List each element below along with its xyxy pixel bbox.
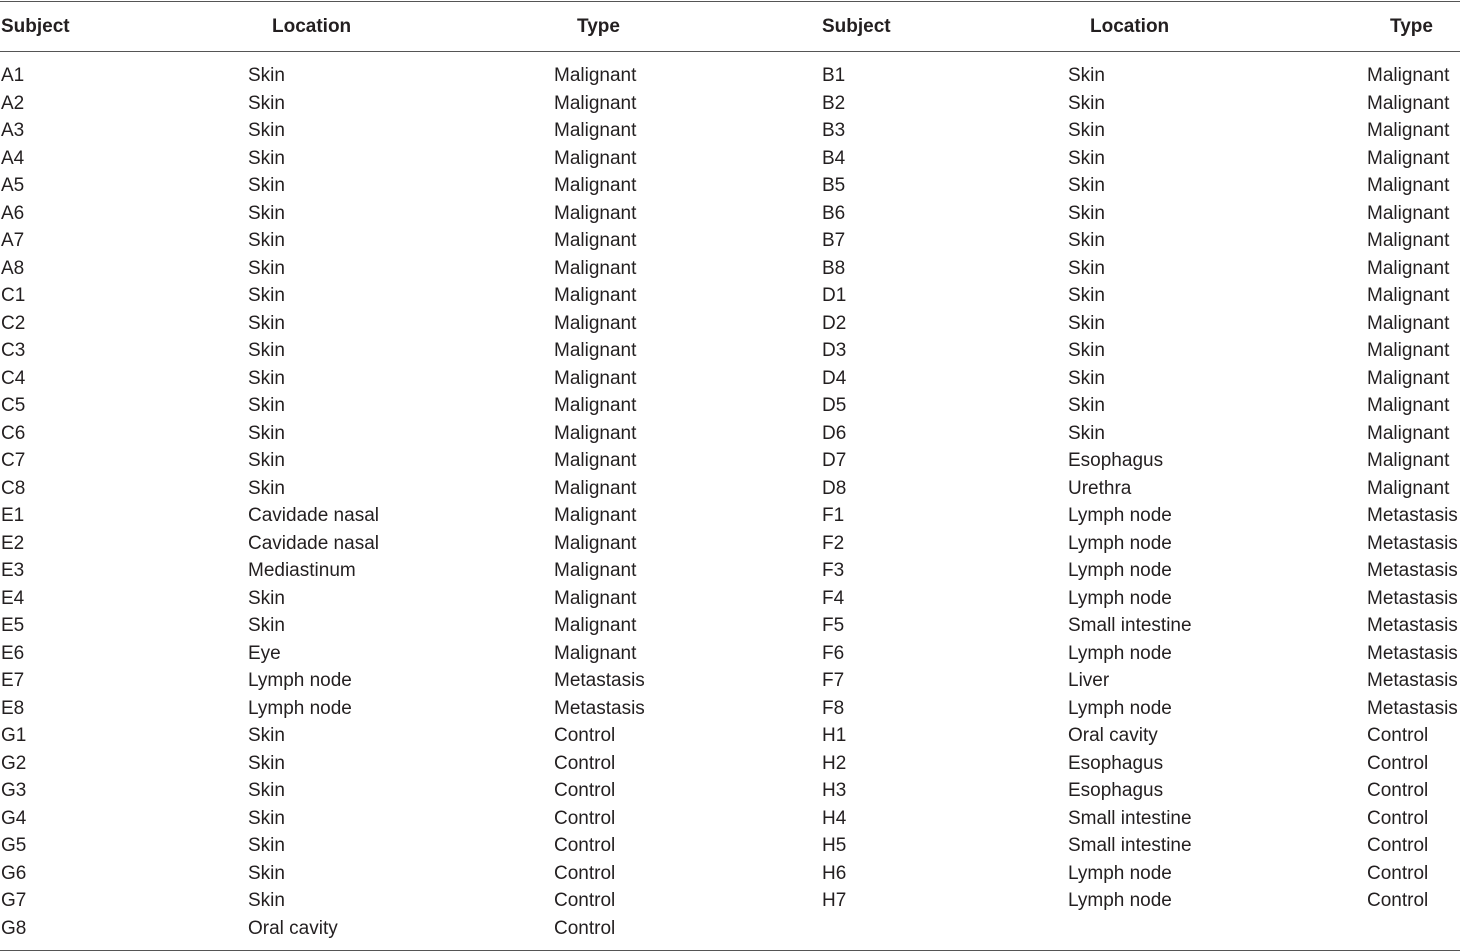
cell-type-right: Metastasis xyxy=(1367,560,1458,581)
cell-subject-left: C4 xyxy=(1,367,26,389)
cell-type-right: Control xyxy=(1367,835,1429,856)
cell-subject-left: A2 xyxy=(1,92,25,114)
cell-location-left: Skin xyxy=(248,340,285,361)
cell-type-right: Control xyxy=(1367,780,1429,801)
cell-location-right: Lymph node xyxy=(1068,642,1172,664)
cell-subject-left: E3 xyxy=(1,560,25,581)
cell-subject-right: F3 xyxy=(822,560,845,581)
table-row xyxy=(0,695,1460,723)
cell-location-left: Skin xyxy=(248,725,285,746)
cell-subject-right: D2 xyxy=(822,312,847,334)
cell-type-left: Malignant xyxy=(554,450,637,471)
cell-location-right: Esophagus xyxy=(1068,450,1164,471)
cell-type-right: Malignant xyxy=(1367,367,1450,389)
cell-type-left: Malignant xyxy=(554,285,637,306)
cell-location-left: Mediastinum xyxy=(248,560,356,581)
cell-subject-left: A1 xyxy=(1,65,25,86)
cell-location-left: Skin xyxy=(248,835,285,856)
cell-subject-left: C6 xyxy=(1,422,26,444)
cell-subject-left: E4 xyxy=(1,587,25,609)
cell-location-left: Cavidade nasal xyxy=(248,505,379,526)
cell-location-left: Lymph node xyxy=(248,670,352,691)
cell-subject-right: B3 xyxy=(822,120,846,141)
cell-subject-right: B2 xyxy=(822,92,846,114)
cell-type-left: Malignant xyxy=(554,147,637,169)
cell-location-left: Skin xyxy=(248,202,285,224)
header-type-left: Type xyxy=(577,16,620,37)
table-body xyxy=(0,62,1460,942)
table-row xyxy=(0,640,1460,668)
cell-subject-right: B7 xyxy=(822,230,846,251)
cell-type-left: Control xyxy=(554,890,616,911)
cell-type-right: Metastasis xyxy=(1367,670,1458,691)
cell-subject-left: C7 xyxy=(1,450,26,471)
cell-type-left: Malignant xyxy=(554,395,637,416)
cell-location-left: Skin xyxy=(248,890,285,911)
cell-subject-left: G6 xyxy=(1,862,27,884)
header-type-right: Type xyxy=(1390,16,1433,37)
cell-type-left: Control xyxy=(554,752,616,774)
cell-subject-left: G7 xyxy=(1,890,27,911)
cell-location-left: Skin xyxy=(248,312,285,334)
cell-type-left: Malignant xyxy=(554,560,637,581)
cell-type-left: Malignant xyxy=(554,202,637,224)
cell-subject-right: D5 xyxy=(822,395,847,416)
table-row xyxy=(0,860,1460,888)
cell-location-left: Cavidade nasal xyxy=(248,532,379,554)
table-row xyxy=(0,612,1460,640)
cell-location-right: Esophagus xyxy=(1068,752,1164,774)
cell-subject-right: B1 xyxy=(822,65,846,86)
table-row xyxy=(0,447,1460,475)
table-row xyxy=(0,887,1460,915)
cell-type-right: Malignant xyxy=(1367,312,1450,334)
cell-subject-right: H1 xyxy=(822,725,847,746)
cell-subject-left: G5 xyxy=(1,835,27,856)
cell-location-left: Skin xyxy=(248,147,285,169)
cell-location-left: Skin xyxy=(248,862,285,884)
cell-location-left: Oral cavity xyxy=(248,917,338,939)
table-row xyxy=(0,90,1460,118)
cell-location-left: Lymph node xyxy=(248,697,352,719)
table-row xyxy=(0,667,1460,695)
cell-location-left: Skin xyxy=(248,120,285,141)
cell-location-right: Skin xyxy=(1068,230,1105,251)
cell-subject-left: A7 xyxy=(1,230,25,251)
cell-type-left: Control xyxy=(554,780,616,801)
cell-location-right: Lymph node xyxy=(1068,560,1172,581)
table-row xyxy=(0,777,1460,805)
cell-subject-right: H3 xyxy=(822,780,847,801)
cell-location-left: Skin xyxy=(248,752,285,774)
header-rule xyxy=(0,51,1460,52)
cell-location-left: Skin xyxy=(248,450,285,471)
cell-type-right: Malignant xyxy=(1367,285,1450,306)
cell-type-right: Metastasis xyxy=(1367,532,1458,554)
cell-location-right: Skin xyxy=(1068,92,1105,114)
cell-type-right: Metastasis xyxy=(1367,642,1458,664)
cell-subject-left: C8 xyxy=(1,477,26,499)
table-row xyxy=(0,832,1460,860)
table-row xyxy=(0,502,1460,530)
cell-subject-right: D4 xyxy=(822,367,847,389)
cell-type-left: Malignant xyxy=(554,422,637,444)
cell-type-left: Malignant xyxy=(554,65,637,86)
cell-subject-right: D7 xyxy=(822,450,847,471)
cell-type-left: Malignant xyxy=(554,92,637,114)
cell-subject-left: C3 xyxy=(1,340,26,361)
cell-subject-left: G3 xyxy=(1,780,27,801)
table-row xyxy=(0,117,1460,145)
cell-subject-right: H2 xyxy=(822,752,847,774)
cell-subject-right: D1 xyxy=(822,285,847,306)
cell-subject-right: B5 xyxy=(822,175,846,196)
cell-subject-left: G2 xyxy=(1,752,27,774)
cell-type-right: Metastasis xyxy=(1367,587,1458,609)
cell-subject-left: A4 xyxy=(1,147,25,169)
cell-type-left: Malignant xyxy=(554,532,637,554)
cell-type-right: Malignant xyxy=(1367,257,1450,279)
cell-location-left: Skin xyxy=(248,230,285,251)
cell-subject-left: E7 xyxy=(1,670,25,691)
cell-type-right: Malignant xyxy=(1367,450,1450,471)
cell-type-right: Malignant xyxy=(1367,395,1450,416)
cell-location-right: Small intestine xyxy=(1068,835,1192,856)
cell-location-left: Skin xyxy=(248,422,285,444)
table-row xyxy=(0,805,1460,833)
cell-subject-left: E1 xyxy=(1,505,25,526)
cell-type-right: Metastasis xyxy=(1367,615,1458,636)
cell-subject-right: F1 xyxy=(822,505,845,526)
cell-subject-right: H6 xyxy=(822,862,847,884)
table-row xyxy=(0,282,1460,310)
cell-location-left: Skin xyxy=(248,257,285,279)
cell-subject-right: F2 xyxy=(822,532,845,554)
cell-location-left: Skin xyxy=(248,395,285,416)
cell-location-right: Skin xyxy=(1068,147,1105,169)
cell-subject-right: B6 xyxy=(822,202,846,224)
cell-location-left: Skin xyxy=(248,367,285,389)
table-row xyxy=(0,365,1460,393)
cell-type-left: Control xyxy=(554,917,616,939)
cell-subject-left: A5 xyxy=(1,175,25,196)
cell-location-left: Skin xyxy=(248,477,285,499)
cell-type-right: Malignant xyxy=(1367,175,1450,196)
cell-subject-right: H7 xyxy=(822,890,847,911)
cell-location-left: Skin xyxy=(248,285,285,306)
cell-type-left: Metastasis xyxy=(554,670,645,691)
table-row xyxy=(0,915,1460,943)
cell-location-right: Oral cavity xyxy=(1068,725,1158,746)
cell-location-right: Skin xyxy=(1068,65,1105,86)
cell-location-right: Small intestine xyxy=(1068,807,1192,829)
cell-subject-left: C5 xyxy=(1,395,26,416)
table-row xyxy=(0,392,1460,420)
table-row xyxy=(0,227,1460,255)
cell-subject-left: G4 xyxy=(1,807,27,829)
cell-subject-right: F7 xyxy=(822,670,845,691)
cell-type-right: Malignant xyxy=(1367,147,1450,169)
cell-type-right: Control xyxy=(1367,725,1429,746)
cell-type-left: Control xyxy=(554,725,616,746)
table-row xyxy=(0,255,1460,283)
cell-subject-left: E8 xyxy=(1,697,25,719)
table-row xyxy=(0,62,1460,90)
cell-type-left: Malignant xyxy=(554,505,637,526)
cell-location-right: Skin xyxy=(1068,395,1105,416)
cell-type-right: Malignant xyxy=(1367,202,1450,224)
cell-location-right: Lymph node xyxy=(1068,587,1172,609)
cell-location-left: Skin xyxy=(248,65,285,86)
cell-subject-right: D3 xyxy=(822,340,847,361)
cell-subject-left: G8 xyxy=(1,917,27,939)
cell-subject-left: E5 xyxy=(1,615,25,636)
table-row xyxy=(0,750,1460,778)
cell-location-right: Urethra xyxy=(1068,477,1132,499)
cell-type-left: Malignant xyxy=(554,477,637,499)
cell-type-left: Malignant xyxy=(554,230,637,251)
cell-subject-right: B8 xyxy=(822,257,846,279)
cell-location-right: Lymph node xyxy=(1068,862,1172,884)
cell-type-left: Malignant xyxy=(554,642,637,664)
cell-type-right: Malignant xyxy=(1367,477,1450,499)
cell-type-right: Malignant xyxy=(1367,422,1450,444)
table-row xyxy=(0,145,1460,173)
header-subject-left: Subject xyxy=(1,16,70,37)
cell-subject-right: D6 xyxy=(822,422,847,444)
cell-location-right: Skin xyxy=(1068,202,1105,224)
cell-subject-left: C2 xyxy=(1,312,26,334)
cell-type-left: Metastasis xyxy=(554,697,645,719)
cell-location-left: Skin xyxy=(248,807,285,829)
cell-subject-right: F4 xyxy=(822,587,845,609)
cell-location-right: Lymph node xyxy=(1068,505,1172,526)
cell-subject-right: B4 xyxy=(822,147,846,169)
table-row xyxy=(0,585,1460,613)
cell-type-left: Malignant xyxy=(554,257,637,279)
cell-type-right: Control xyxy=(1367,862,1429,884)
cell-type-left: Malignant xyxy=(554,615,637,636)
cell-subject-left: E2 xyxy=(1,532,25,554)
header-subject-right: Subject xyxy=(822,16,891,37)
cell-location-right: Lymph node xyxy=(1068,890,1172,911)
cell-location-left: Skin xyxy=(248,780,285,801)
cell-type-left: Control xyxy=(554,807,616,829)
table-row xyxy=(0,420,1460,448)
header-location-right: Location xyxy=(1090,16,1170,37)
cell-location-right: Skin xyxy=(1068,257,1105,279)
table-row xyxy=(0,337,1460,365)
cell-type-right: Malignant xyxy=(1367,120,1450,141)
cell-subject-right: D8 xyxy=(822,477,847,499)
cell-location-right: Skin xyxy=(1068,175,1105,196)
cell-location-right: Esophagus xyxy=(1068,780,1164,801)
table-row xyxy=(0,722,1460,750)
cell-subject-right: H5 xyxy=(822,835,847,856)
cell-location-right: Lymph node xyxy=(1068,532,1172,554)
cell-location-right: Skin xyxy=(1068,367,1105,389)
cell-subject-right: F8 xyxy=(822,697,845,719)
cell-location-right: Skin xyxy=(1068,422,1105,444)
cell-type-right: Control xyxy=(1367,890,1429,911)
cell-subject-right: H4 xyxy=(822,807,847,829)
cell-type-right: Malignant xyxy=(1367,92,1450,114)
table-row xyxy=(0,557,1460,585)
cell-type-right: Control xyxy=(1367,752,1429,774)
cell-location-left: Eye xyxy=(248,642,281,664)
cell-location-left: Skin xyxy=(248,587,285,609)
cell-type-right: Malignant xyxy=(1367,340,1450,361)
cell-type-right: Malignant xyxy=(1367,65,1450,86)
table-row xyxy=(0,200,1460,228)
table-row xyxy=(0,530,1460,558)
cell-type-right: Malignant xyxy=(1367,230,1450,251)
cell-location-left: Skin xyxy=(248,175,285,196)
table-top-rule xyxy=(0,1,1460,2)
cell-location-left: Skin xyxy=(248,92,285,114)
cell-type-right: Metastasis xyxy=(1367,505,1458,526)
table-row xyxy=(0,310,1460,338)
cell-type-left: Malignant xyxy=(554,120,637,141)
cell-type-left: Control xyxy=(554,862,616,884)
cell-subject-left: A3 xyxy=(1,120,25,141)
table-row xyxy=(0,475,1460,503)
cell-type-left: Malignant xyxy=(554,340,637,361)
cell-location-right: Lymph node xyxy=(1068,697,1172,719)
cell-type-right: Metastasis xyxy=(1367,697,1458,719)
cell-location-right: Skin xyxy=(1068,285,1105,306)
cell-location-right: Liver xyxy=(1068,670,1110,691)
cell-type-left: Control xyxy=(554,835,616,856)
cell-location-right: Small intestine xyxy=(1068,615,1192,636)
cell-location-right: Skin xyxy=(1068,120,1105,141)
table-row xyxy=(0,172,1460,200)
cell-location-right: Skin xyxy=(1068,340,1105,361)
cell-type-right: Control xyxy=(1367,807,1429,829)
cell-subject-left: G1 xyxy=(1,725,27,746)
cell-type-left: Malignant xyxy=(554,312,637,334)
header-location-left: Location xyxy=(272,16,352,37)
cell-subject-left: C1 xyxy=(1,285,26,306)
cell-subject-left: E6 xyxy=(1,642,25,664)
cell-location-right: Skin xyxy=(1068,312,1105,334)
cell-type-left: Malignant xyxy=(554,175,637,196)
cell-type-left: Malignant xyxy=(554,367,637,389)
cell-subject-left: A8 xyxy=(1,257,25,279)
cell-subject-right: F6 xyxy=(822,642,845,664)
cell-type-left: Malignant xyxy=(554,587,637,609)
cell-subject-left: A6 xyxy=(1,202,25,224)
cell-subject-right: F5 xyxy=(822,615,845,636)
table-bottom-rule xyxy=(0,950,1460,951)
cell-location-left: Skin xyxy=(248,615,285,636)
